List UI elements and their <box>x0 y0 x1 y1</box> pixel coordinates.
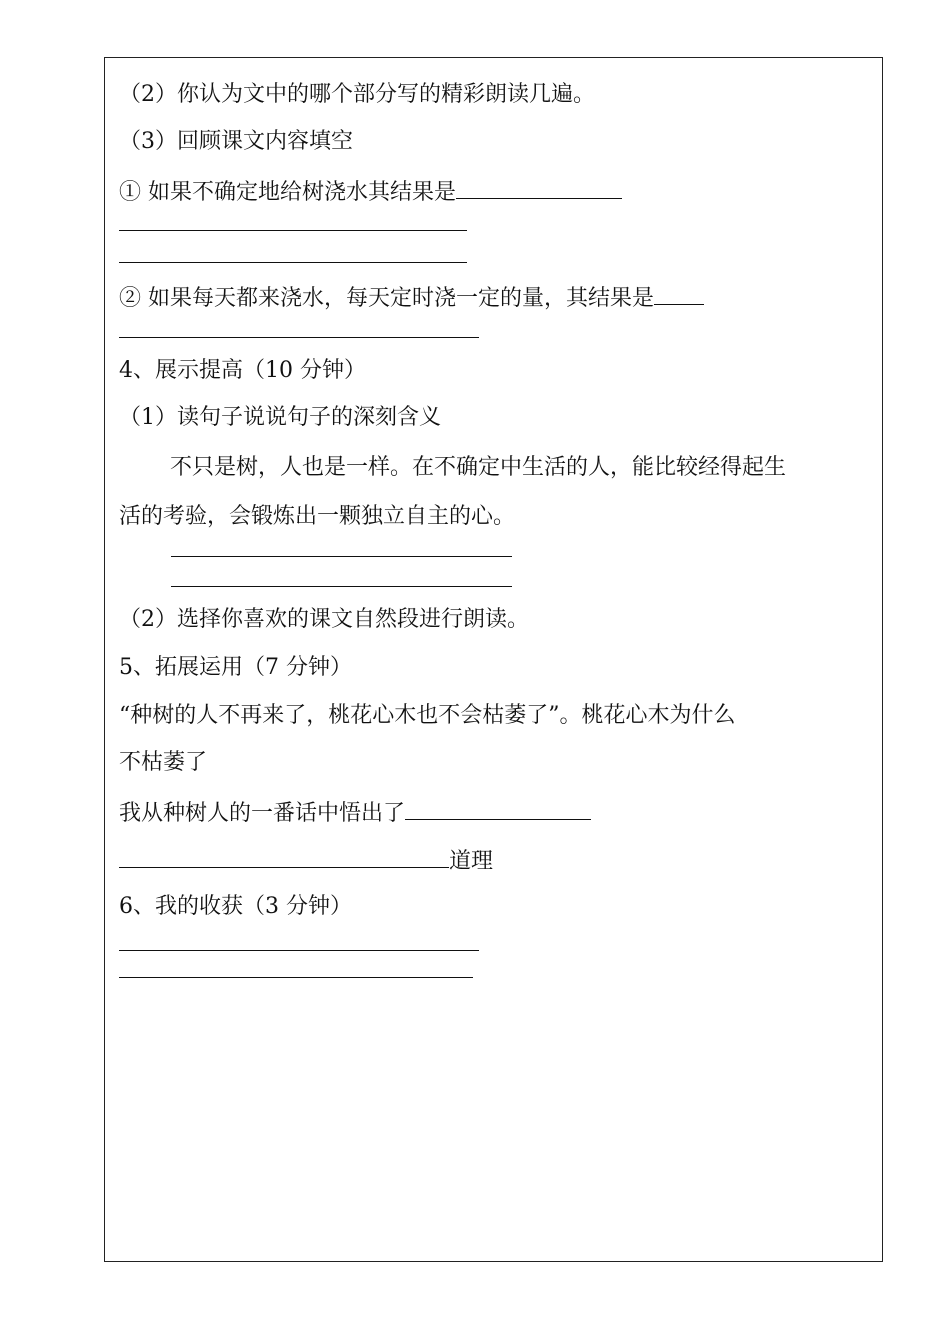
answer-prefix-text: 我从种树人的一番话中悟出了 <box>119 801 406 826</box>
fill-item-1 <box>119 176 622 207</box>
question-3-review: （3）回顾课文内容填空 <box>119 129 353 154</box>
section-4-question-2: （2）选择你喜欢的课文自然段进行朗读。 <box>119 607 529 632</box>
answer-line[interactable] <box>171 556 512 557</box>
quote-line-2: 活的考验，会锻炼出一颗独立自主的心。 <box>119 504 516 529</box>
answer-line[interactable] <box>119 977 473 978</box>
section-4-question-1: （1）读句子说说句子的深刻含义 <box>119 405 441 430</box>
section-5-title: 5、拓展运用（7 分钟） <box>119 655 352 680</box>
section-5-answer-prefix-line <box>119 797 591 828</box>
answer-line[interactable] <box>119 950 479 951</box>
answer-line[interactable] <box>119 337 479 338</box>
section-5-question-line-2: 不枯萎了 <box>119 750 208 775</box>
fill-item-2 <box>119 282 704 313</box>
answer-blank[interactable] <box>405 797 591 820</box>
answer-line[interactable] <box>171 586 512 587</box>
answer-blank[interactable] <box>456 176 622 199</box>
answer-line[interactable] <box>119 230 467 231</box>
section-4-title: 4、展示提高（10 分钟） <box>119 358 366 383</box>
answer-suffix-text: 道理 <box>449 849 494 874</box>
section-5-answer-suffix-line <box>119 845 493 876</box>
section-5-question-line-1: “种树的人不再来了，桃花心木也不会枯萎了”。桃花心木为什么 <box>119 703 736 728</box>
question-2-read-aloud: （2）你认为文中的哪个部分写的精彩朗读几遍。 <box>119 82 595 107</box>
fill-item-2-text: ② 如果每天都来浇水，每天定时浇一定的量，其结果是 <box>119 286 654 311</box>
answer-line[interactable] <box>119 262 467 263</box>
answer-blank[interactable] <box>119 845 449 868</box>
fill-item-1-text: ① 如果不确定地给树浇水其结果是 <box>119 180 456 205</box>
answer-blank[interactable] <box>654 282 704 305</box>
quote-line-1: 不只是树，人也是一样。在不确定中生活的人，能比较经得起生 <box>170 455 787 480</box>
section-6-title: 6、我的收获（3 分钟） <box>119 894 352 919</box>
